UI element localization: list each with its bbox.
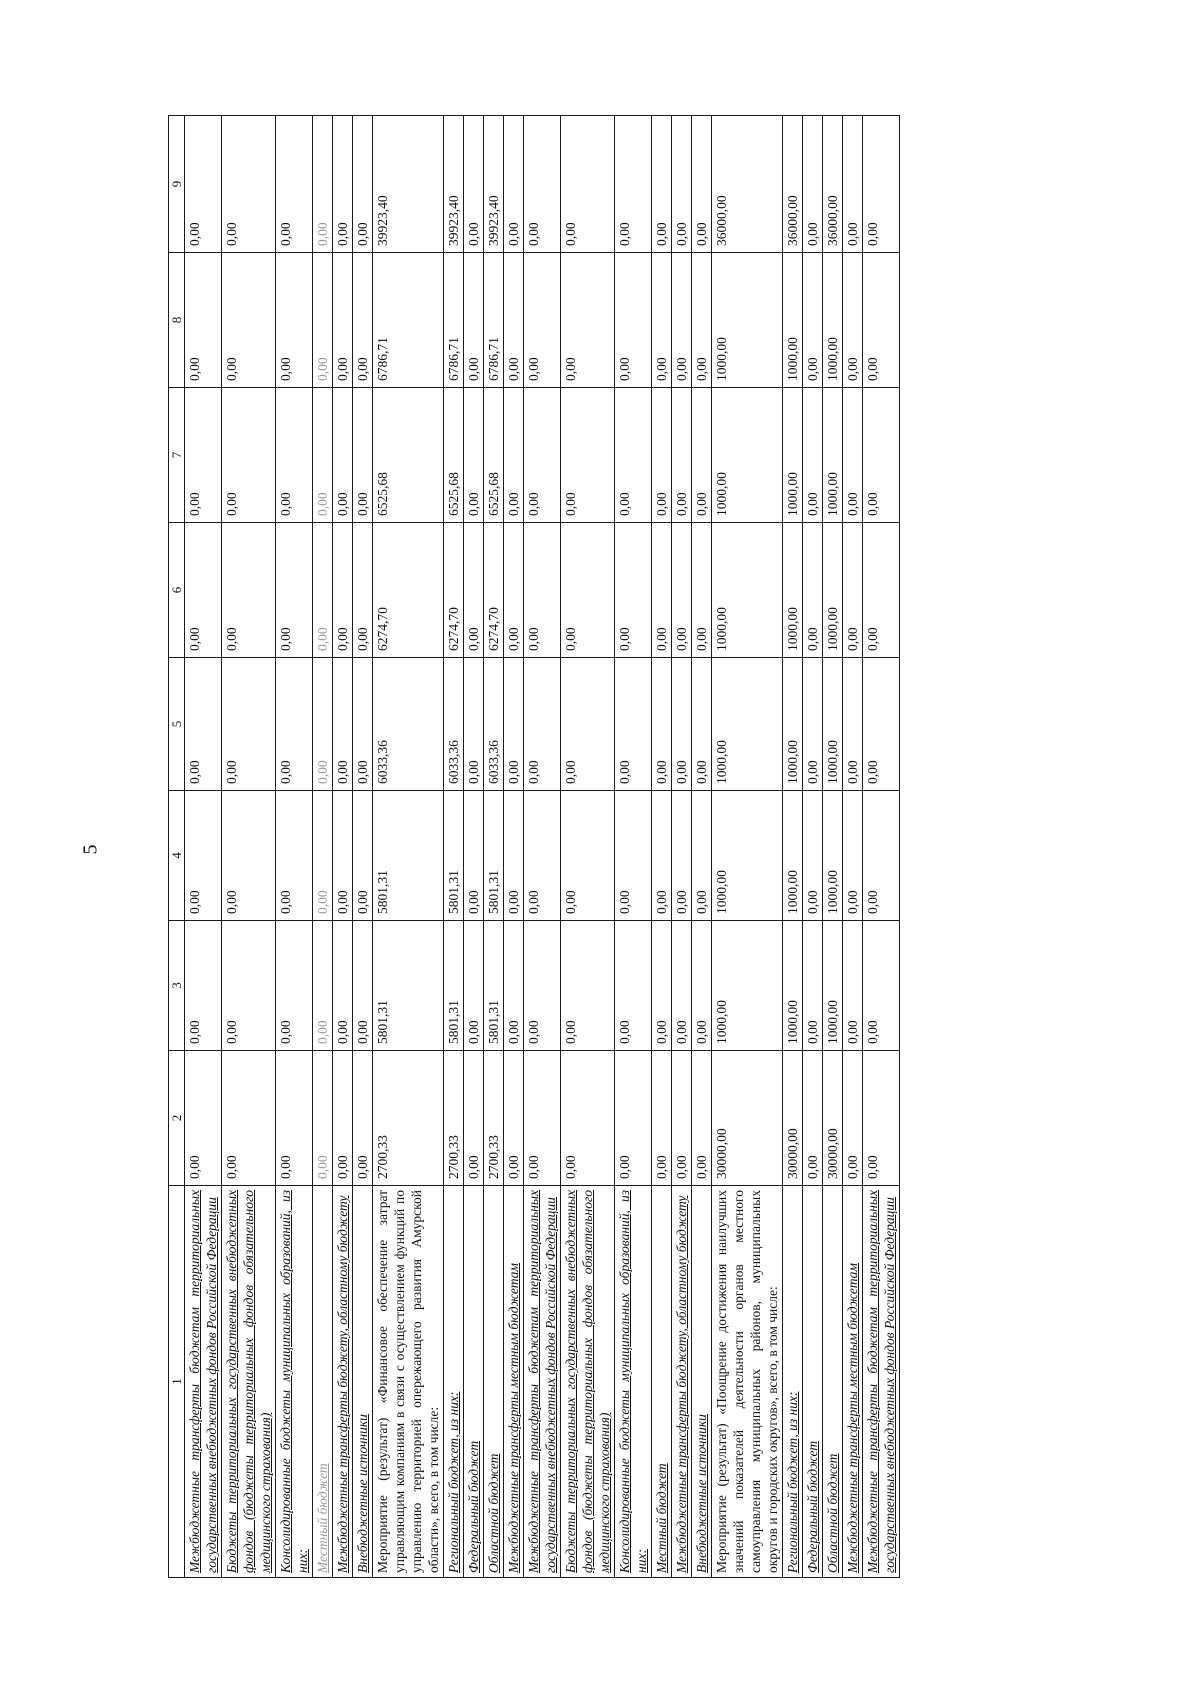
value-cell: 1000,00 (823, 388, 843, 523)
value-cell: 36000,00 (712, 116, 783, 253)
value-cell: 0,00 (222, 1051, 276, 1186)
value-cell: 0,00 (276, 388, 313, 523)
value-cell: 0,00 (185, 388, 222, 523)
value-cell: 0,00 (615, 523, 652, 658)
value-cell: 0,00 (843, 388, 863, 523)
value-cell: 1000,00 (712, 921, 783, 1051)
value-cell: 1000,00 (823, 921, 843, 1051)
value-cell: 0,00 (672, 791, 692, 921)
value-cell: 0,00 (333, 253, 353, 388)
value-cell: 5801,31 (444, 921, 464, 1051)
value-cell: 1000,00 (712, 253, 783, 388)
row-label: Областной бюджет (823, 1186, 843, 1578)
row-label: Внебюджетные источники (353, 1186, 373, 1578)
value-cell: 0,00 (652, 253, 672, 388)
value-cell: 0,00 (803, 253, 823, 388)
value-cell: 0,00 (333, 388, 353, 523)
row-label: Межбюджетные трансферты местным бюджетам (843, 1186, 863, 1578)
value-cell: 0,00 (276, 253, 313, 388)
value-cell: 0,00 (464, 791, 484, 921)
value-cell: 0,00 (672, 658, 692, 791)
value-cell: 0,00 (615, 116, 652, 253)
value-cell: 0,00 (464, 1051, 484, 1186)
header-cell: 1 (169, 1186, 185, 1578)
value-cell: 0,00 (464, 253, 484, 388)
value-cell: 6033,36 (373, 658, 444, 791)
table-row (672, 116, 692, 1578)
value-cell: 6786,71 (484, 253, 504, 388)
value-cell: 1000,00 (823, 658, 843, 791)
value-cell: 0,00 (524, 523, 561, 658)
value-cell: 0,00 (803, 388, 823, 523)
table-row (615, 116, 652, 1578)
row-label: Межбюджетные трансферты бюджетам территориальных государственных внебюджетных фондов Российской Федерации (524, 1186, 561, 1578)
value-cell: 2700,33 (373, 1051, 444, 1186)
value-cell: 0,00 (313, 921, 333, 1051)
value-cell: 0,00 (464, 921, 484, 1051)
row-label: Бюджеты территориальных государственных внебюджетных фондов (бюджеты территориальных фондов обязательного медицинского страхования) (222, 1186, 276, 1578)
header-row (169, 116, 185, 1578)
header-cell: 7 (169, 388, 185, 523)
value-cell: 0,00 (672, 388, 692, 523)
value-cell: 39923,40 (444, 116, 464, 253)
row-label: Федеральный бюджет (803, 1186, 823, 1578)
row-label: Мероприятие (результат) «Поощрение достижения наилучших значений показателей деятельности органов местного самоуправления муниципальных районов, муниципальных округов и городских округов», всего, в том числе: (712, 1186, 783, 1578)
value-cell: 0,00 (313, 523, 333, 658)
value-cell: 0,00 (185, 116, 222, 253)
value-cell: 0,00 (863, 658, 900, 791)
row-label: Межбюджетные трансферты местным бюджетам (504, 1186, 524, 1578)
table-row (783, 116, 803, 1578)
value-cell: 0,00 (672, 921, 692, 1051)
value-cell: 30000,00 (712, 1051, 783, 1186)
table-row (504, 116, 524, 1578)
value-cell: 0,00 (803, 791, 823, 921)
value-cell: 0,00 (222, 388, 276, 523)
value-cell: 36000,00 (783, 116, 803, 253)
value-cell: 0,00 (333, 116, 353, 253)
value-cell: 1000,00 (712, 658, 783, 791)
value-cell: 6525,68 (373, 388, 444, 523)
value-cell: 0,00 (561, 1051, 615, 1186)
value-cell: 0,00 (276, 523, 313, 658)
table-row (652, 116, 672, 1578)
value-cell: 0,00 (504, 523, 524, 658)
value-cell: 0,00 (504, 253, 524, 388)
value-cell: 0,00 (185, 658, 222, 791)
value-cell: 0,00 (692, 116, 712, 253)
value-cell: 5801,31 (444, 791, 464, 921)
value-cell: 0,00 (561, 253, 615, 388)
value-cell: 0,00 (222, 658, 276, 791)
table-row (524, 116, 561, 1578)
table-row (333, 116, 353, 1578)
value-cell: 0,00 (504, 116, 524, 253)
table-row (353, 116, 373, 1578)
row-label: Региональный бюджет, из них: (783, 1186, 803, 1578)
value-cell: 0,00 (276, 921, 313, 1051)
value-cell: 0,00 (524, 658, 561, 791)
table-row (712, 116, 783, 1578)
value-cell: 5801,31 (373, 921, 444, 1051)
value-cell: 0,00 (313, 388, 333, 523)
value-cell: 0,00 (353, 791, 373, 921)
value-cell: 0,00 (353, 658, 373, 791)
value-cell: 0,00 (504, 791, 524, 921)
header-cell: 5 (169, 658, 185, 791)
header-cell: 8 (169, 253, 185, 388)
table-row (823, 116, 843, 1578)
value-cell: 0,00 (615, 253, 652, 388)
value-cell: 0,00 (504, 921, 524, 1051)
value-cell: 0,00 (863, 388, 900, 523)
row-label: Мероприятие (результат) «Финансовое обеспечение затрат управляющим компаниям в связи с осуществлением функций по управлению территорией опережающего развития Амурской области», всего, в том числе: (373, 1186, 444, 1578)
value-cell: 0,00 (333, 523, 353, 658)
table-row (484, 116, 504, 1578)
value-cell: 30000,00 (823, 1051, 843, 1186)
value-cell: 0,00 (692, 658, 712, 791)
header-cell: 9 (169, 116, 185, 253)
value-cell: 1000,00 (823, 253, 843, 388)
value-cell: 0,00 (615, 658, 652, 791)
table-row (313, 116, 333, 1578)
value-cell: 0,00 (353, 116, 373, 253)
value-cell: 0,00 (672, 253, 692, 388)
value-cell: 0,00 (313, 791, 333, 921)
value-cell: 0,00 (863, 921, 900, 1051)
value-cell: 2700,33 (484, 1051, 504, 1186)
value-cell: 6525,68 (484, 388, 504, 523)
value-cell: 0,00 (353, 388, 373, 523)
value-cell: 0,00 (652, 1051, 672, 1186)
header-cell: 2 (169, 1051, 185, 1186)
value-cell: 0,00 (185, 253, 222, 388)
table-row (276, 116, 313, 1578)
row-label: Региональный бюджет, из них: (444, 1186, 464, 1578)
value-cell: 0,00 (863, 523, 900, 658)
value-cell: 0,00 (222, 791, 276, 921)
row-label: Местный бюджет (313, 1186, 333, 1578)
value-cell: 0,00 (692, 1051, 712, 1186)
value-cell: 0,00 (863, 253, 900, 388)
value-cell: 1000,00 (712, 388, 783, 523)
row-label: Межбюджетные трансферты бюджетам территориальных государственных внебюджетных фондов Российской Федерации (185, 1186, 222, 1578)
row-label: Бюджеты территориальных государственных внебюджетных фондов (бюджеты территориальных фондов обязательного медицинского страхования) (561, 1186, 615, 1578)
value-cell: 0,00 (672, 116, 692, 253)
value-cell: 0,00 (353, 921, 373, 1051)
table-row (373, 116, 444, 1578)
value-cell: 0,00 (222, 523, 276, 658)
value-cell: 0,00 (333, 791, 353, 921)
value-cell: 39923,40 (373, 116, 444, 253)
table-row (843, 116, 863, 1578)
value-cell: 0,00 (313, 1051, 333, 1186)
value-cell: 0,00 (843, 116, 863, 253)
value-cell: 39923,40 (484, 116, 504, 253)
value-cell: 0,00 (652, 921, 672, 1051)
value-cell: 0,00 (692, 523, 712, 658)
value-cell: 6525,68 (444, 388, 464, 523)
table-row (185, 116, 222, 1578)
value-cell: 0,00 (524, 253, 561, 388)
value-cell: 0,00 (313, 116, 333, 253)
value-cell: 0,00 (524, 116, 561, 253)
value-cell: 0,00 (561, 523, 615, 658)
value-cell: 0,00 (803, 116, 823, 253)
value-cell: 2700,33 (444, 1051, 464, 1186)
value-cell: 0,00 (652, 523, 672, 658)
budget-table (168, 115, 900, 1578)
value-cell: 0,00 (803, 658, 823, 791)
value-cell: 0,00 (524, 388, 561, 523)
header-cell: 4 (169, 791, 185, 921)
value-cell: 0,00 (313, 253, 333, 388)
table-row (803, 116, 823, 1578)
value-cell: 0,00 (561, 791, 615, 921)
value-cell: 0,00 (333, 658, 353, 791)
row-label: Местный бюджет (652, 1186, 672, 1578)
value-cell: 0,00 (464, 523, 484, 658)
value-cell: 6786,71 (373, 253, 444, 388)
value-cell: 5801,31 (484, 921, 504, 1051)
value-cell: 0,00 (843, 791, 863, 921)
header-cell: 6 (169, 523, 185, 658)
value-cell: 0,00 (692, 921, 712, 1051)
value-cell: 0,00 (652, 791, 672, 921)
value-cell: 1000,00 (783, 791, 803, 921)
value-cell: 0,00 (672, 1051, 692, 1186)
table-row (863, 116, 900, 1578)
value-cell: 0,00 (524, 1051, 561, 1186)
value-cell: 0,00 (561, 658, 615, 791)
value-cell: 0,00 (313, 658, 333, 791)
table-row (464, 116, 484, 1578)
value-cell: 1000,00 (823, 523, 843, 658)
value-cell: 0,00 (863, 116, 900, 253)
value-cell: 0,00 (504, 658, 524, 791)
value-cell: 6274,70 (484, 523, 504, 658)
value-cell: 1000,00 (823, 791, 843, 921)
value-cell: 0,00 (185, 523, 222, 658)
value-cell: 6786,71 (444, 253, 464, 388)
value-cell: 0,00 (843, 253, 863, 388)
value-cell: 6033,36 (444, 658, 464, 791)
value-cell: 0,00 (464, 116, 484, 253)
value-cell: 0,00 (222, 921, 276, 1051)
table-row (222, 116, 276, 1578)
row-label: Консолидированные бюджеты муниципальных образований, из них: (276, 1186, 313, 1578)
value-cell: 30000,00 (783, 1051, 803, 1186)
value-cell: 0,00 (615, 388, 652, 523)
value-cell: 1000,00 (712, 791, 783, 921)
table-row (444, 116, 464, 1578)
value-cell: 0,00 (276, 1051, 313, 1186)
value-cell: 0,00 (276, 658, 313, 791)
value-cell: 0,00 (863, 791, 900, 921)
row-label: Межбюджетные трансферты бюджетам территориальных государственных внебюджетных фондов Российской Федерации (863, 1186, 900, 1578)
row-label: Областной бюджет (484, 1186, 504, 1578)
value-cell: 0,00 (843, 921, 863, 1051)
value-cell: 0,00 (652, 658, 672, 791)
value-cell: 0,00 (692, 388, 712, 523)
page-number: 5 (79, 844, 102, 855)
value-cell: 0,00 (504, 388, 524, 523)
table-row (561, 116, 615, 1578)
value-cell: 0,00 (692, 791, 712, 921)
value-cell: 6033,36 (484, 658, 504, 791)
row-label: Федеральный бюджет (464, 1186, 484, 1578)
value-cell: 0,00 (333, 1051, 353, 1186)
value-cell: 5801,31 (484, 791, 504, 921)
value-cell: 0,00 (464, 658, 484, 791)
value-cell: 36000,00 (823, 116, 843, 253)
value-cell: 0,00 (222, 253, 276, 388)
value-cell: 1000,00 (783, 523, 803, 658)
value-cell: 1000,00 (783, 921, 803, 1051)
value-cell: 0,00 (353, 1051, 373, 1186)
value-cell: 0,00 (464, 388, 484, 523)
value-cell: 0,00 (353, 253, 373, 388)
value-cell: 0,00 (333, 921, 353, 1051)
value-cell: 0,00 (561, 388, 615, 523)
value-cell: 1000,00 (783, 253, 803, 388)
value-cell: 0,00 (222, 116, 276, 253)
value-cell: 0,00 (803, 523, 823, 658)
value-cell: 0,00 (615, 791, 652, 921)
value-cell: 0,00 (843, 658, 863, 791)
value-cell: 0,00 (185, 1051, 222, 1186)
value-cell: 0,00 (672, 523, 692, 658)
value-cell: 6274,70 (373, 523, 444, 658)
header-cell: 3 (169, 921, 185, 1051)
value-cell: 0,00 (615, 1051, 652, 1186)
value-cell: 0,00 (615, 921, 652, 1051)
value-cell: 6274,70 (444, 523, 464, 658)
row-label: Межбюджетные трансферты бюджету, областному бюджету (333, 1186, 353, 1578)
value-cell: 1000,00 (783, 658, 803, 791)
value-cell: 0,00 (803, 1051, 823, 1186)
row-label: Внебюджетные источники (692, 1186, 712, 1578)
value-cell: 1000,00 (712, 523, 783, 658)
value-cell: 0,00 (692, 253, 712, 388)
value-cell: 0,00 (561, 921, 615, 1051)
table-row (692, 116, 712, 1578)
value-cell: 0,00 (276, 791, 313, 921)
value-cell: 0,00 (524, 791, 561, 921)
row-label: Консолидированные бюджеты муниципальных образований, из них: (615, 1186, 652, 1578)
value-cell: 0,00 (561, 116, 615, 253)
value-cell: 0,00 (863, 1051, 900, 1186)
value-cell: 0,00 (185, 921, 222, 1051)
value-cell: 1000,00 (783, 388, 803, 523)
rotated-table-container (168, 116, 1100, 1578)
value-cell: 0,00 (504, 1051, 524, 1186)
value-cell: 0,00 (276, 116, 313, 253)
value-cell: 0,00 (843, 523, 863, 658)
value-cell: 0,00 (353, 523, 373, 658)
value-cell: 0,00 (803, 921, 823, 1051)
value-cell: 0,00 (652, 116, 672, 253)
value-cell: 0,00 (185, 791, 222, 921)
row-label: Межбюджетные трансферты бюджету, областному бюджету (672, 1186, 692, 1578)
value-cell: 0,00 (524, 921, 561, 1051)
value-cell: 0,00 (652, 388, 672, 523)
value-cell: 5801,31 (373, 791, 444, 921)
value-cell: 0,00 (843, 1051, 863, 1186)
